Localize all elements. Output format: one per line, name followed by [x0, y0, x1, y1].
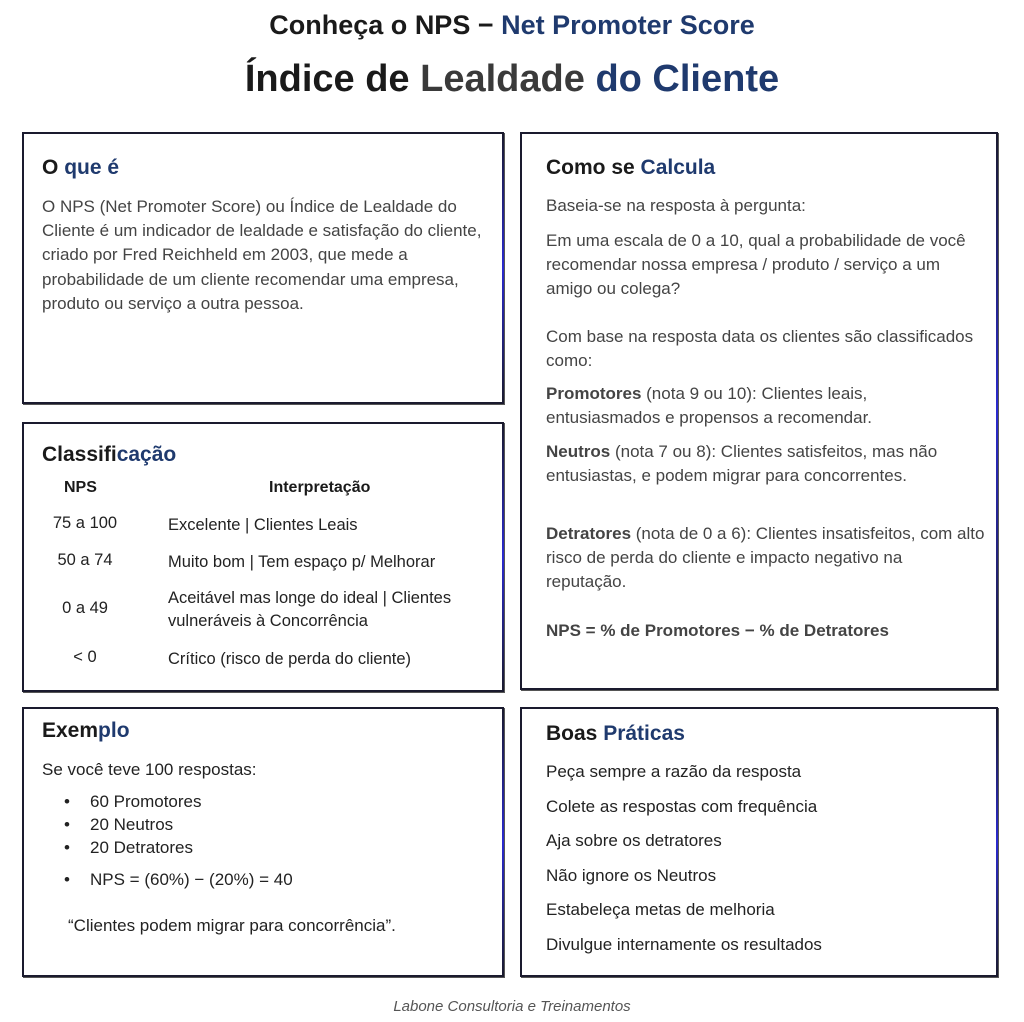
row-nps: 50 a 74: [57, 551, 113, 569]
title-part-b: Lealdade: [420, 58, 585, 100]
example-formula-list: [42, 868, 482, 891]
what-title-b: que é: [64, 156, 120, 179]
calc-title-b: Calcula: [640, 156, 716, 179]
example-formula: • NPS = (60%) − (20%) = 40: [42, 868, 482, 891]
list-item: Aja sobre os detratores: [546, 831, 722, 850]
example-title: [42, 719, 130, 743]
example-intro: Se você teve 100 respostas:: [42, 760, 257, 779]
example-title-a: Exem: [42, 719, 99, 742]
practices-title-b: Práticas: [603, 722, 685, 745]
header-line-1: [0, 10, 1024, 41]
promoters-text: (nota 9 ou 10): Clientes leais, entusiasmados e propensos a recomendar.: [546, 384, 873, 427]
example-title-b: plo: [98, 719, 130, 742]
header-nps: NPS: [414, 10, 471, 40]
header-net-promoter-score: Net Promoter Score: [501, 10, 755, 40]
best-practices-box: [520, 707, 998, 977]
row-nps: 0 a 49: [62, 599, 108, 617]
list-item: • 20 Neutros: [42, 813, 482, 836]
detractors-label: Detratores: [546, 524, 632, 543]
footer-credit: Labone Consultoria e Treinamentos: [393, 998, 631, 1015]
row-interp: Aceitável mas longe do ideal | Clientes vulneráveis à Concorrência: [168, 589, 452, 630]
col-header-nps: NPS: [64, 479, 97, 496]
calc-classified: Com base na resposta data os clientes são classificados como:: [546, 327, 974, 370]
practices-title-a: Boas: [546, 722, 598, 745]
nps-formula: NPS = % de Promotores − % de Detratores: [546, 621, 889, 640]
title-part-a: Índice de: [244, 58, 410, 100]
what-is-box: [22, 132, 504, 404]
header-separator: −: [477, 10, 494, 40]
title-part-c: do Cliente: [595, 58, 780, 100]
list-item: Peça sempre a razão da resposta: [546, 762, 802, 781]
classification-title-b: cação: [116, 443, 177, 466]
page-title: [0, 58, 1024, 101]
row-interp: Muito bom | Tem espaço p/ Melhorar: [168, 553, 436, 571]
list-item: • 20 Detratores: [42, 836, 482, 859]
list-item: Colete as respostas com frequência: [546, 797, 818, 816]
classification-title: [42, 443, 176, 467]
list-item: Não ignore os Neutros: [546, 866, 717, 885]
example-box: [22, 707, 504, 977]
neutrals-text: (nota 7 ou 8): Clientes satisfeitos, mas não entusiastas, e podem migrar para concorrentes.: [546, 442, 938, 485]
list-item: Estabeleça metas de melhoria: [546, 900, 775, 919]
practices-title: [546, 722, 685, 746]
example-quote: “Clientes podem migrar para concorrência”.: [68, 916, 396, 935]
row-nps: < 0: [73, 648, 97, 666]
neutrals-definition: [546, 440, 986, 488]
example-list: [42, 790, 482, 859]
header-text-a: Conheça o: [269, 10, 408, 40]
col-header-interpretation: Interpretação: [269, 479, 371, 496]
calc-title-a: Como se: [546, 156, 635, 179]
list-item: • 60 Promotores: [42, 790, 482, 813]
calc-question: Em uma escala de 0 a 10, qual a probabilidade de você recomendar nossa empresa / produto / serviço a um amigo ou colega?: [546, 231, 966, 298]
classification-title-a: Classifi: [42, 443, 117, 466]
neutrals-label: Neutros: [546, 442, 611, 461]
detractors-definition: [546, 522, 986, 594]
how-to-calculate-box: [520, 132, 998, 690]
row-interp: Crítico (risco de perda do cliente): [168, 650, 412, 668]
promoters-definition: [546, 382, 986, 430]
row-nps: 75 a 100: [52, 514, 118, 532]
what-title-a: O: [42, 156, 59, 179]
promoters-label: Promotores: [546, 384, 642, 403]
list-item: Divulgue internamente os resultados: [546, 935, 822, 954]
classification-box: [22, 422, 504, 692]
calc-title: [546, 156, 715, 180]
detractors-text: (nota de 0 a 6): Clientes insatisfeitos, com alto risco de perda do cliente e impacto negativo na reputação.: [546, 524, 985, 591]
what-is-title: [42, 156, 119, 180]
calc-intro: Baseia-se na resposta à pergunta:: [546, 196, 806, 215]
row-interp: Excelente | Clientes Leais: [168, 516, 358, 534]
what-is-text: O NPS (Net Promoter Score) ou Índice de Lealdade do Cliente é um indicador de lealdade e satisfação do cliente, criado por Fred Reichheld em 2003, que mede a probabilidade de um cliente recomendar uma empresa, produto ou serviço a outra pessoa.: [42, 197, 482, 313]
